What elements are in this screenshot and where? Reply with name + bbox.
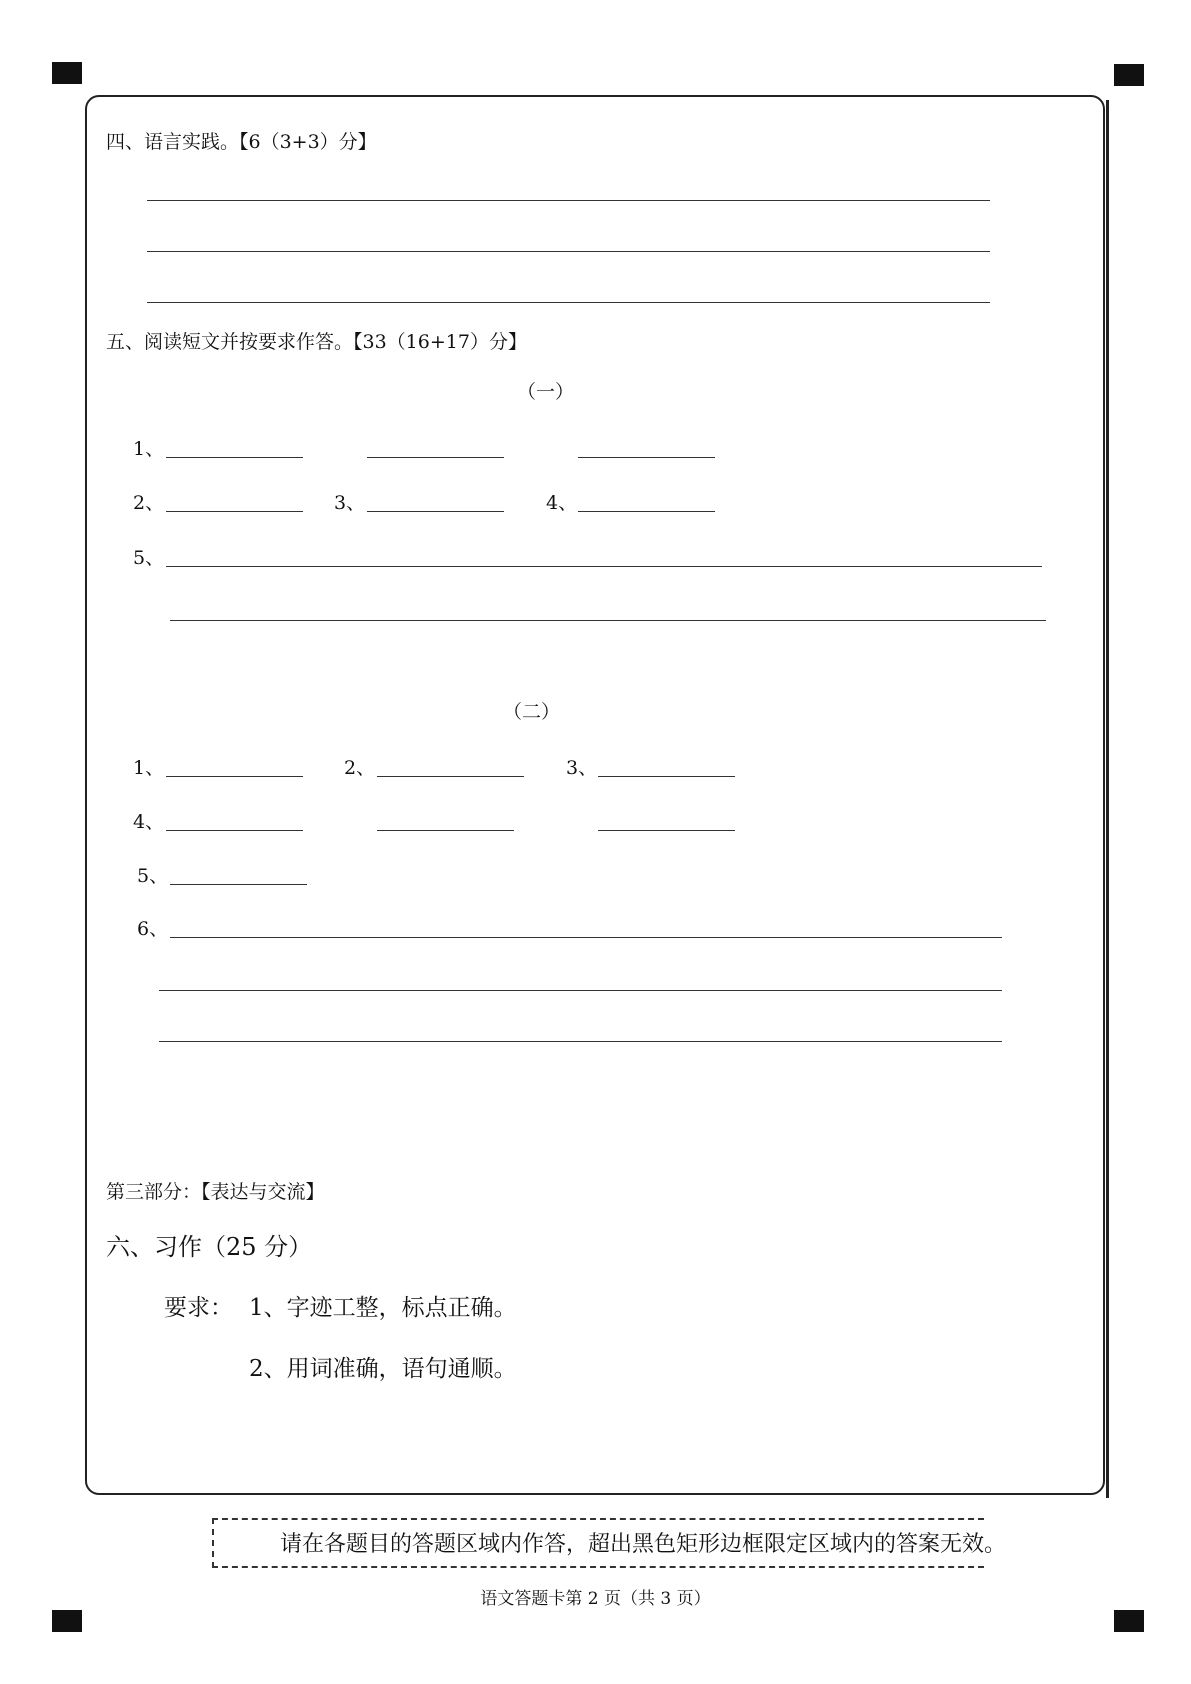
part2-q2-label: 2、 [344,757,376,779]
part2-q5-label: 5、 [137,865,169,887]
part1-heading: （一） [517,381,575,403]
part1-q4-label: 4、 [546,492,578,514]
part2-q6-line-1[interactable] [170,937,1002,938]
section5-title: 五、阅读短文并按要求作答。【33（16+17）分】 [106,331,527,353]
part2-q6-label: 6、 [137,918,169,940]
part3-title: 第三部分：【表达与交流】 [106,1181,325,1203]
part1-q5-line-2[interactable] [170,620,1046,621]
part1-q3-blank[interactable] [367,511,504,512]
answer-frame [85,95,1105,1495]
part1-q2-label: 2、 [133,492,165,514]
requirements-label: 要求： [164,1295,233,1321]
notice-text: 请在各题目的答题区域内作答，超出黑色矩形边框限定区域内的答案无效。 [280,1532,1007,1557]
part2-q6-line-3[interactable] [159,1041,1002,1042]
part1-q1-blank-a[interactable] [166,457,303,458]
alignment-mark-bottom-left [52,1610,82,1632]
alignment-mark-bottom-right [1114,1610,1144,1632]
part2-q3-label: 3、 [566,757,598,779]
part2-q4-blank-b[interactable] [377,830,514,831]
alignment-mark-top-left [52,62,82,84]
part2-q6-line-2[interactable] [159,990,1002,991]
part2-q3-blank[interactable] [598,776,735,777]
part1-q5-label: 5、 [133,547,165,569]
part2-heading: （二） [503,701,561,723]
part2-q1-blank[interactable] [166,776,303,777]
part2-q5-blank[interactable] [170,884,307,885]
part1-q1-blank-c[interactable] [578,457,715,458]
answer-frame-edge [1106,100,1109,1498]
section4-answer-line-1[interactable] [147,200,990,201]
alignment-mark-top-right [1114,64,1144,86]
part1-q1-blank-b[interactable] [367,457,504,458]
requirement-2: 2、用词准确，语句通顺。 [249,1356,517,1382]
section6-title: 六、习作（25 分） [106,1233,313,1261]
part1-q3-label: 3、 [334,492,366,514]
section4-answer-line-2[interactable] [147,251,990,252]
part2-q4-blank-a[interactable] [166,830,303,831]
part2-q4-blank-c[interactable] [598,830,735,831]
part1-q1-label: 1、 [133,438,165,460]
part1-q4-blank[interactable] [578,511,715,512]
requirement-1: 1、字迹工整，标点正确。 [249,1295,517,1321]
part2-q4-label: 4、 [133,811,165,833]
part1-q5-line-1[interactable] [166,566,1042,567]
section4-answer-line-3[interactable] [147,302,990,303]
page-footer: 语文答题卡第 2 页（共 3 页） [480,1589,711,1609]
section4-title: 四、语言实践。【6（3+3）分】 [106,131,377,153]
part1-q2-blank[interactable] [166,511,303,512]
part2-q2-blank[interactable] [377,776,524,777]
part2-q1-label: 1、 [133,757,165,779]
